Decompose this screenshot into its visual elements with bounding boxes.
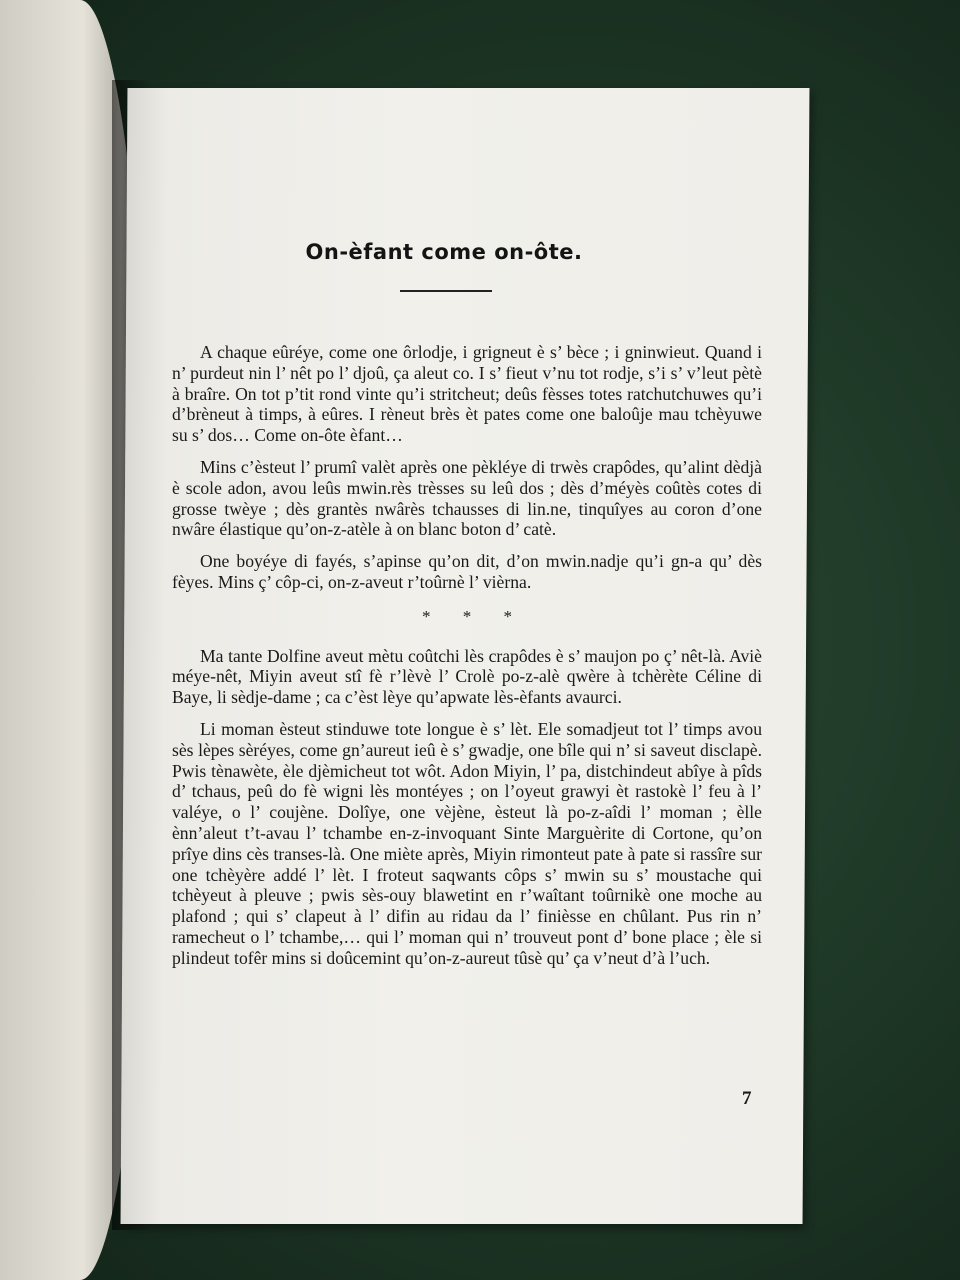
- paragraph-2: Mins c’èsteut l’ prumî valèt après one pèkléye di trwès crapôdes, qu’alint dèdjà è scole adon, avou leûs mwin.rès trèsses su leû dos ; dès d’méyès coûtès cotes di grosse twèye ; dès grantès nwârès tchausses di lin.ne, tinquîyes au coron d’one nwâre élastique qu’on-z-atèle à on blanc boton d’ catè.: [172, 456, 762, 540]
- section-separator: * * *: [422, 606, 526, 626]
- paragraph-3: One boyéye di fayés, s’apinse qu’on dit, d’on mwin.nadje qu’i gn-a qu’ dès fèyes. Mins ç’ côp-ci, on-z-aveut r’toûrnè l’ vièrna.: [172, 551, 762, 592]
- paragraph-5: Li moman èsteut stinduwe tote longue è s’ lèt. Ele somadjeut tot l’ timps avou sès lèpes sèréyes, come gn’aureut ieû è s’ gwadje, one bîle qui n’ si saveut disclapè. Pwis tènawète, èle djèmicheut tot wôt. Adon Miyin, l’ pa, distchindeut abîye à pîds d’ tchaus, peû do fè wigni lès montéyes ; on l’oyeut grawyi èt rastokè l’ feu à l’ valéye, o l’ coujène. Dolîye, one vèjène, èsteut là po-z-aîdi l’ moman ; èlle ènn’aleut t’t-avau l’ tchambe en-z-invoquant Sinte Marguèrite di Cortone, qu’on prîye dins cès transes-là. One miète après, Miyin rimonteut pate à pate si rassîre sur one tchèyère addé l’ lèt. I froteut saqwants côps s’ mwin su s’ moustache qui tchèyeut à pleuve ; pwis sès-ouy blawetint en r’waîtant toûrnikè one moche au plafond ; qui s’ clapeut à l’ difin au ridau da l’ finièsse en chûlant. Pus rin n’ ramecheut o l’ tchambe,… qui l’ moman qui n’ trouveut pont d’ bone place ; èle si plindeut tofêr mins si doûcemint qu’on-z-aureut tûsè qu’ ça v’neut d’à l’uch.: [172, 718, 762, 968]
- title-underline: [400, 290, 492, 292]
- body-text: [172, 342, 762, 969]
- chapter-title: On-èfant come on-ôte.: [305, 240, 583, 264]
- paragraph-1: A chaque eûréye, come one ôrlodje, i grigneut è s’ bèce ; i gninwieut. Quand i n’ purdeut nin l’ nêt po l’ djoû, ça aleut co. I s’ fieut v’nu tot rodje, s’i s’ v’leut pètè à braîre. On tot p’tit rond vinte qu’i stritcheut; deûs fèsses totes ratchutchuwes qu’i d’brèneut à timps, à eûres. I rèneut brès èt pates come one baloûje mau tchèyuwe su s’ dos… Come on-ôte èfant…: [172, 342, 762, 446]
- page-number: 7: [742, 1088, 752, 1109]
- paragraph-4: Ma tante Dolfine aveut mètu coûtchi lès crapôdes è s’ maujon po ç’ nêt-là. Aviè méye-nêt, Miyin aveut stî fè r’lèvè l’ Crolè po-z-alè qwère à tchèrète Céline di Baye, li sèdje-dame ; ca c’èst lèye qu’apwate lès-èfants avaurci.: [172, 645, 762, 708]
